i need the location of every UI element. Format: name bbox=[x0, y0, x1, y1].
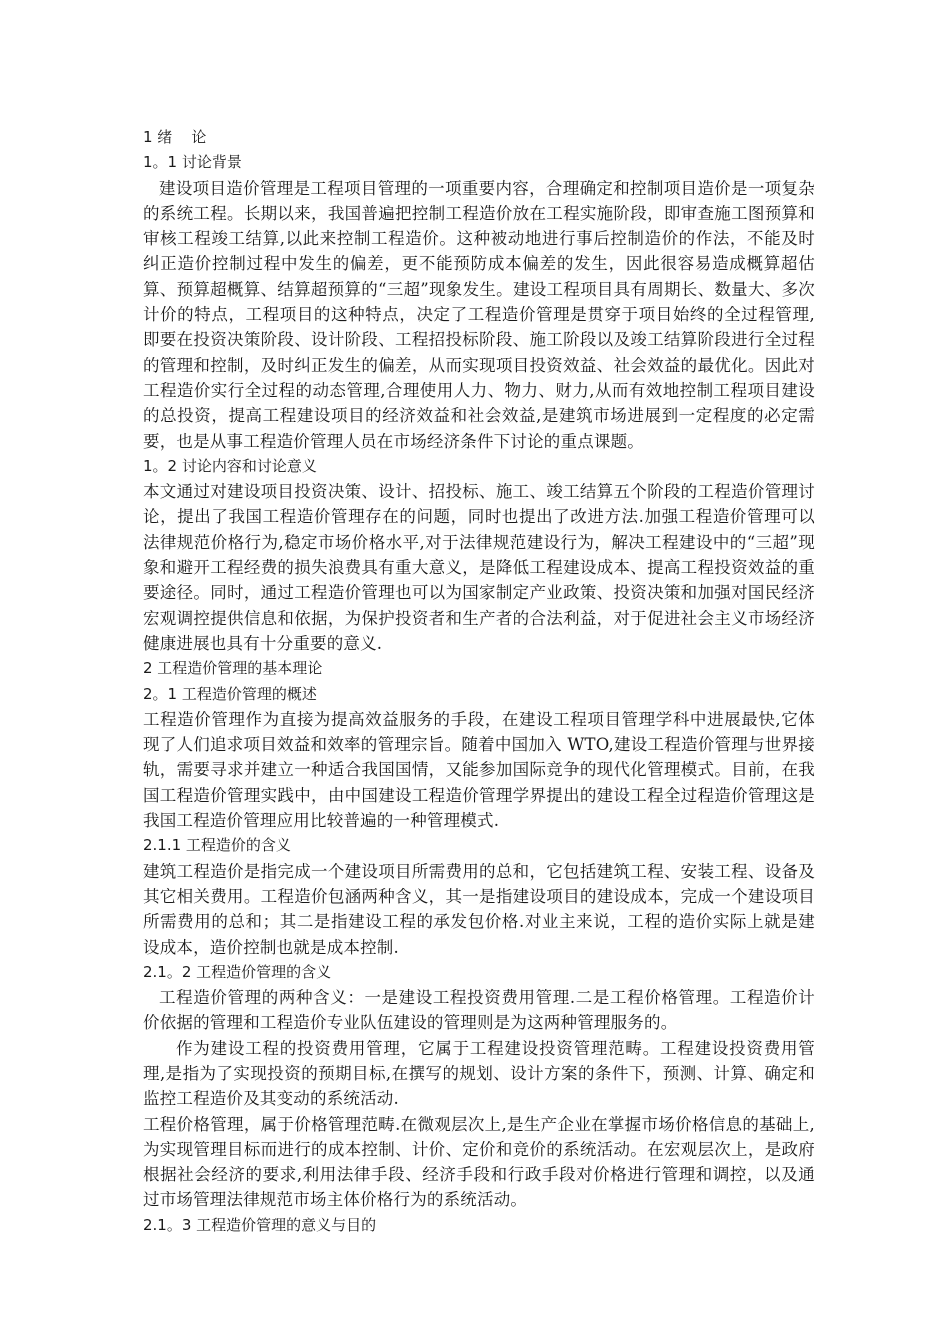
section-2-1-title: 2。1 工程造价管理的概述 bbox=[143, 684, 317, 703]
section-2-1-1-title: 2.1.1 工程造价的含义 bbox=[143, 836, 291, 855]
section-2-1-3-title: 2.1。3 工程造价管理的意义与目的 bbox=[143, 1215, 377, 1234]
section-2-1-2-title: 2.1。2 工程造价管理的含义 bbox=[143, 962, 332, 981]
document-page bbox=[143, 125, 815, 1238]
paragraph-price-management: 工程价格管理，属于价格管理范畴.在微观层次上,是生产企业在掌握市场价格信息的基础上,为实现管理目标而进行的成本控制、计价、定价和竞价的系统活动。在宏观层次上，是政府根据社会经济的要求,利用法律手段、经济手段和行政手段对价格进行管理和调控，以及通过市场管理法律规范市场主体价格行为的系统活动。 bbox=[143, 1114, 815, 1210]
chapter-2-title: 2 工程造价管理的基本理论 bbox=[143, 659, 323, 678]
paragraph-overview: 工程造价管理作为直接为提高效益服务的手段，在建设工程项目管理学科中进展最快,它体现了人们追求项目效益和效率的管理宗旨。随着中国加入 WTO,建设工程造价管理与世界接轨，需要寻求并建立一种适合我国国情，又能参加国际竞争的现代化管理模式。目前，在我国工程造价管理实践中，由中国建设工程造价管理学界提出的建设工程全过程造价管理这是我国工程造价管理应用比较普遍的一种管理模式. bbox=[143, 709, 815, 831]
section-1-2-title: 1。2 讨论内容和讨论意义 bbox=[143, 456, 317, 475]
paragraph-cost-meaning: 建筑工程造价是指完成一个建设项目所需费用的总和，它包括建筑工程、安装工程、设备及其它相关费用。工程造价包涵两种含义，其一是指建设项目的建设成本，完成一个建设项目所需费用的总和；其二是指建设工程的承发包价格.对业主来说，工程的造价实际上就是建设成本，造价控制也就是成本控制. bbox=[143, 861, 815, 957]
paragraph-background: 建设项目造价管理是工程项目管理的一项重要内容，合理确定和控制项目造价是一项复杂的系统工程。长期以来，我国普遍把控制工程造价放在工程实施阶段，即审查施工图预算和审核工程竣工结算,以此来控制工程造价。这种被动地进行事后控制造价的作法，不能及时纠正造价控制过程中发生的偏差，更不能预防成本偏差的发生，因此很容易造成概算超估算、预算超概算、结算超预算的“三超”现象发生。建设工程项目具有周期长、数量大、多次计价的特点，工程项目的这种特点，决定了工程造价管理是贯穿于项目始终的全过程管理,即要在投资决策阶段、设计阶段、工程招投标阶段、施工阶段以及竣工结算阶段进行全过程的管理和控制，及时纠正发生的偏差，从而实现项目投资效益、社会效益的最优化。因此对工程造价实行全过程的动态管理,合理使用人力、物力、财力,从而有效地控制工程项目建设的总投资，提高工程建设项目的经济效益和社会效益,是建筑市场进展到一定程度的必定需要，也是从事工程造价管理人员在市场经济条件下讨论的重点课题。 bbox=[143, 178, 815, 451]
paragraph-investment-management: 作为建设工程的投资费用管理，它属于工程建设投资管理范畴。工程建设投资费用管理,是指为了实现投资的预期目标,在撰写的规划、设计方案的条件下，预测、计算、确定和监控工程造价及其变动的系统活动. bbox=[143, 1038, 815, 1109]
section-1-1-title: 1。1 讨论背景 bbox=[143, 153, 242, 172]
chapter-1-title: 1 绪 论 bbox=[143, 128, 207, 146]
paragraph-research-content: 本文通过对建设项目投资决策、设计、招投标、施工、竣工结算五个阶段的工程造价管理讨论，提出了我国工程造价管理存在的问题，同时也提出了改进方法.加强工程造价管理可以法律规范价格行为,稳定市场价格水平,对于法律规范建设行为，解决工程建设中的“三超”现象和避开工程经费的损失浪费具有重大意义，是降低工程建设成本、提高工程投资效益的重要途径。同时，通过工程造价管理也可以为国家制定产业政策、投资决策和加强对国民经济宏观调控提供信息和依据，为保护投资者和生产者的合法利益，对于促进社会主义市场经济健康进展也具有十分重要的意义. bbox=[143, 482, 815, 653]
paragraph-management-meaning: 工程造价管理的两种含义：一是建设工程投资费用管理.二是工程价格管理。工程造价计价依据的管理和工程造价专业队伍建设的管理则是为这两种管理服务的。 bbox=[143, 988, 815, 1033]
